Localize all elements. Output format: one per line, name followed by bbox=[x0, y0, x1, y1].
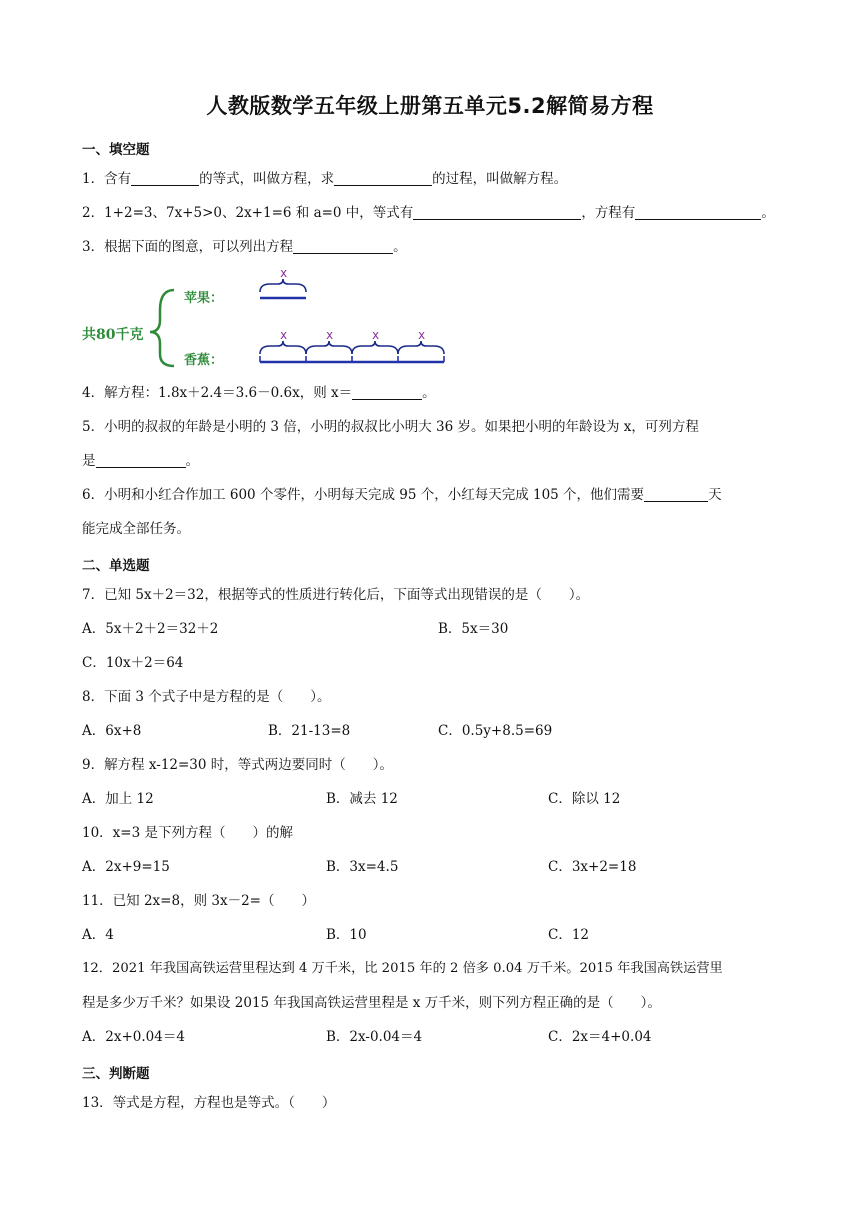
q8-option-c[interactable]: C．0.5y+8.5=69 bbox=[438, 723, 553, 739]
q5-blank[interactable] bbox=[96, 453, 186, 468]
q2-blank-2[interactable] bbox=[635, 205, 761, 220]
question-3 bbox=[82, 238, 407, 256]
diagram-banana-label: 香蕉： bbox=[184, 353, 224, 368]
q2-text-a: 2．1+2=3、7x+5>0、2x+1=6 和 a=0 中，等式有 bbox=[82, 205, 414, 221]
q7-option-c[interactable]: C．10x＋2＝64 bbox=[82, 655, 184, 671]
question-2 bbox=[82, 204, 775, 222]
banana-x-label-1: x bbox=[280, 328, 288, 342]
section-fill-blank: 一、填空题 bbox=[82, 142, 150, 158]
q12-option-c[interactable]: C．2x＝4+0.04 bbox=[548, 1029, 652, 1045]
q8-option-b[interactable]: B．21-13=8 bbox=[268, 723, 351, 739]
q1-text-b: 的等式，叫做方程，求 bbox=[199, 171, 335, 187]
q9-option-c[interactable]: C．除以 12 bbox=[548, 791, 621, 807]
question-12-line-1: 12．2021 年我国高铁运营里程达到 4 万千米，比 2015 年的 2 倍多 0.04 万千米。2015 年我国高铁运营里 bbox=[82, 961, 723, 976]
q6-text-a: 6．小明和小红合作加工 600 个零件，小明每天完成 95 个，小红每天完成 105 个，他们需要 bbox=[82, 487, 645, 503]
q2-text-b: ，方程有 bbox=[581, 205, 636, 221]
q5-text-c: 。 bbox=[185, 453, 199, 469]
question-6-line-2: 能完成全部任务。 bbox=[82, 521, 190, 537]
q7-option-b[interactable]: B．5x＝30 bbox=[438, 621, 509, 637]
question-12-line-2: 程是多少万千米？如果设 2015 年我国高铁运营里程是 x 万千米，则下列方程正确的是（ ）。 bbox=[82, 995, 661, 1011]
question-13: 13．等式是方程，方程也是等式。（ ） bbox=[82, 1095, 336, 1111]
question-10: 10．x=3 是下列方程（ ）的解 bbox=[82, 825, 293, 841]
q4-text-b: 。 bbox=[422, 385, 436, 401]
diagram-apple-label: 苹果： bbox=[184, 291, 224, 306]
q10-option-a[interactable]: A．2x+9=15 bbox=[82, 859, 170, 875]
q3-text-a: 3．根据下面的图意，可以列出方程 bbox=[82, 239, 294, 255]
banana-x-label-2: x bbox=[326, 328, 334, 342]
q3-blank[interactable] bbox=[293, 239, 393, 254]
q4-blank[interactable] bbox=[352, 385, 422, 400]
banana-x-label-3: x bbox=[372, 328, 380, 342]
q3-text-b: 。 bbox=[393, 239, 407, 255]
q11-option-c[interactable]: C．12 bbox=[548, 927, 590, 943]
diagram-big-brace bbox=[150, 290, 174, 366]
question-11: 11．已知 2x=8，则 3x－2=（ ） bbox=[82, 893, 315, 909]
q1-blank-2[interactable] bbox=[334, 171, 432, 186]
question-1 bbox=[82, 170, 567, 188]
banana-x-label-4: x bbox=[418, 328, 426, 342]
q1-text-c: 的过程，叫做解方程。 bbox=[432, 171, 568, 187]
apple-x-label: x bbox=[280, 266, 288, 280]
diagram-total-label: 共80千克 bbox=[82, 327, 144, 343]
banana-segments bbox=[260, 328, 444, 362]
q6-blank[interactable] bbox=[644, 487, 708, 502]
q11-option-a[interactable]: A．4 bbox=[82, 927, 114, 943]
q8-option-a[interactable]: A．6x+8 bbox=[82, 723, 142, 739]
q6-text-b: 天 bbox=[708, 487, 722, 503]
question-4 bbox=[82, 384, 436, 402]
q1-text-a: 1．含有 bbox=[82, 171, 132, 187]
question-6-line-1 bbox=[82, 486, 722, 504]
q2-text-c: 。 bbox=[761, 205, 775, 221]
q5-text-b: 是 bbox=[82, 453, 96, 469]
question-7: 7．已知 5x＋2＝32，根据等式的性质进行转化后，下面等式出现错误的是（ ）。 bbox=[82, 587, 590, 603]
q9-option-a[interactable]: A．加上 12 bbox=[82, 791, 154, 807]
q2-blank-1[interactable] bbox=[413, 205, 581, 220]
question-5-line-2 bbox=[82, 452, 199, 470]
q7-option-a[interactable]: A．5x＋2＋2＝32＋2 bbox=[82, 621, 219, 637]
q4-text-a: 4．解方程：1.8x＋2.4＝3.6－0.6x，则 x＝ bbox=[82, 385, 353, 401]
q1-blank-1[interactable] bbox=[131, 171, 199, 186]
q11-option-b[interactable]: B．10 bbox=[326, 927, 367, 943]
q10-option-b[interactable]: B．3x=4.5 bbox=[326, 859, 399, 875]
question-8: 8．下面 3 个式子中是方程的是（ ）。 bbox=[82, 689, 331, 705]
section-true-false: 三、判断题 bbox=[82, 1066, 150, 1082]
q12-option-a[interactable]: A．2x+0.04＝4 bbox=[82, 1029, 185, 1045]
section-single-choice: 二、单选题 bbox=[82, 558, 150, 574]
q12-option-b[interactable]: B．2x-0.04＝4 bbox=[326, 1029, 423, 1045]
q10-option-c[interactable]: C．3x+2=18 bbox=[548, 859, 637, 875]
question-5-line-1: 5．小明的叔叔的年龄是小明的 3 倍，小明的叔叔比小明大 36 岁。如果把小明的年龄设为 x，可列方程 bbox=[82, 419, 699, 435]
q9-option-b[interactable]: B．减去 12 bbox=[326, 791, 398, 807]
apple-banana-diagram bbox=[82, 262, 462, 374]
question-9: 9．解方程 x-12=30 时，等式两边要同时（ ）。 bbox=[82, 757, 394, 773]
apple-brace bbox=[260, 279, 306, 292]
page-title: 人教版数学五年级上册第五单元5.2解简易方程 bbox=[206, 94, 654, 118]
